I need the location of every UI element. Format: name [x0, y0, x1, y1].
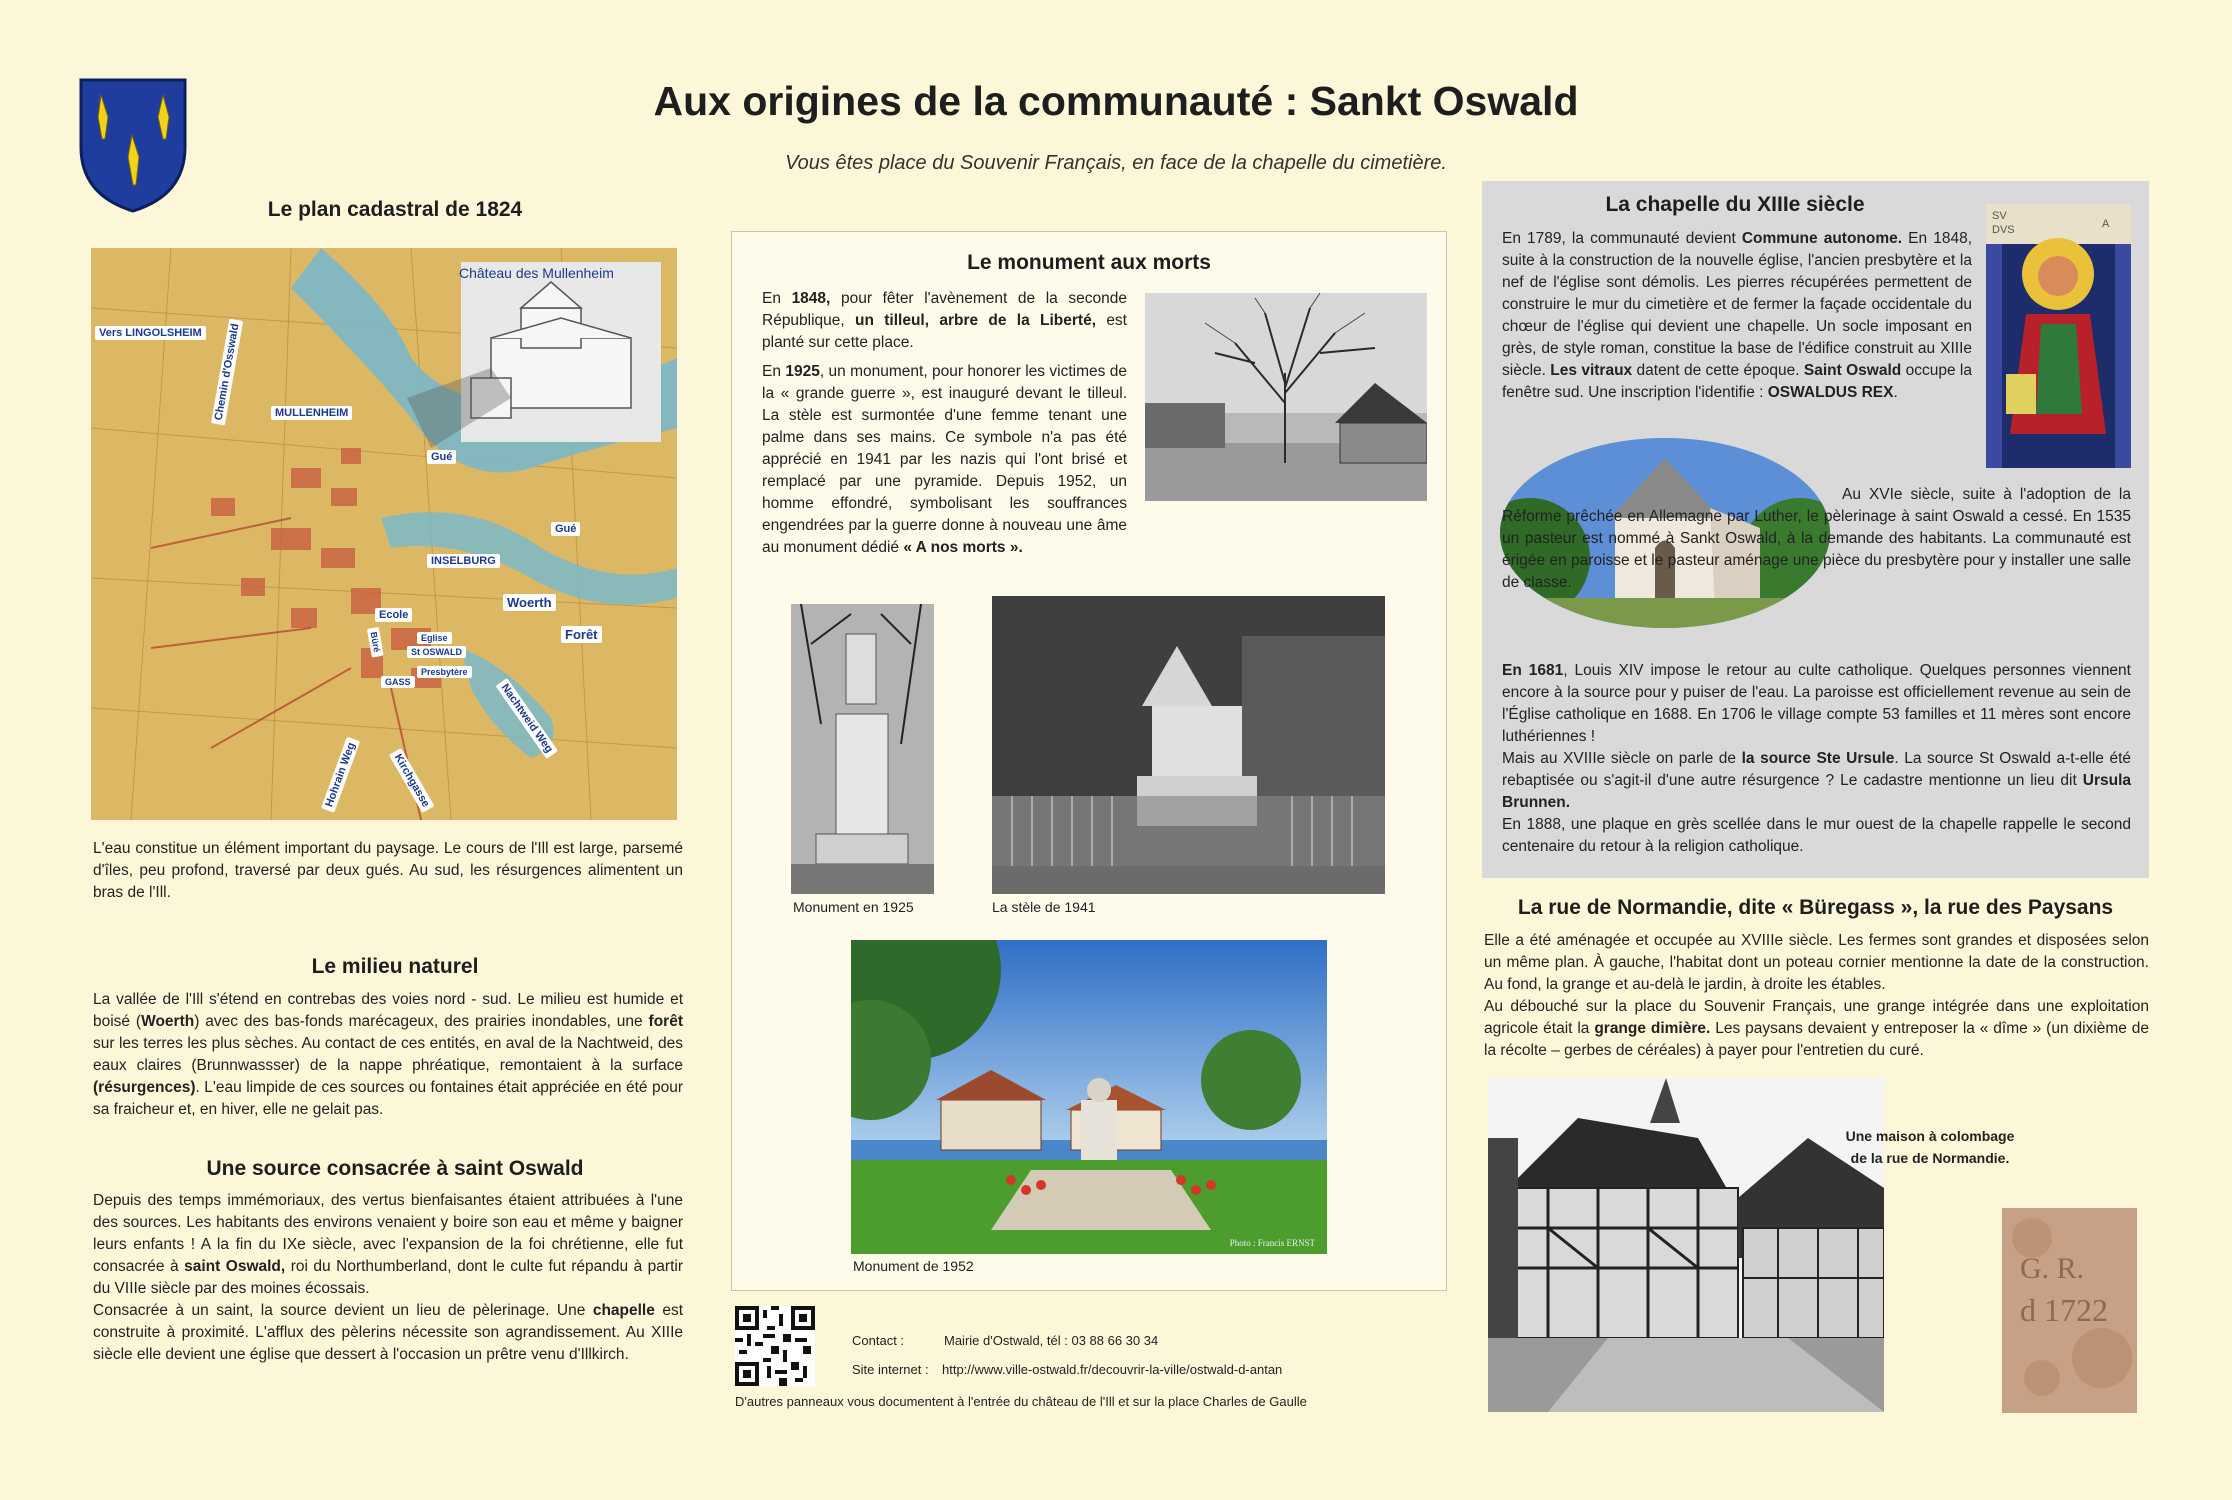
- map-label-nachtweid: Nachtweid Weg: [496, 678, 559, 759]
- map-label-kirchgasse: Kirchgasse: [389, 748, 435, 813]
- monument-1952-photo: [851, 940, 1327, 1254]
- map-label-chemin: Chemin d'Osswald: [211, 319, 243, 426]
- map-label-chateau: Château des Mullenheim: [459, 265, 614, 281]
- stone-text-1: G. R.: [2020, 1252, 2085, 1285]
- chapelle-text-3: En 1681, Louis XIV impose le retour au culte catholique. Quelques personnes viennent encore à la source pour y puiser de l'eau. La paroisse est officiellement revenue au sein de l'Église catholique en 1688. En 1706 le village compte 53 familles et 11 mères sont encore luthériennes ! Mais au XVIIIe siècle on parle de la source Ste Ursule. La source St Oswald a-t-elle été rebaptisée ou s'agit-il d'une autre résurgence ? Le cadastre mentionne un lieu dit Ursula Brunnen. En 1888, une plaque en grès scellée dans le mur ouest de la chapelle rappelle le second centenaire du retour à la religion catholique.: [1502, 662, 2131, 855]
- source-text: Depuis des temps immémoriaux, des vertus bienfaisantes étaient attribuées à l'une des sources. Les habitants des environs venaient y boire son eau et même y baigner leurs enfants ! A la fin du IXe siècle, avec l'expansion de la foi chrétienne, elle fut consacrée à saint Oswald, roi du Northumberland, dont le culte fut répandu à partir du VIIIe siècle par des moines écossais. Consacrée à un saint, la source devient un lieu de pèlerinage. Une chapelle est construite à proximité. L'afflux des pèlerins nécessite son agrandissement. Au XIIIe siècle elle devient une église que dessert à l'occasion un prêtre venu d'Illkirch.: [93, 1192, 684, 1363]
- cadastre-map: [91, 248, 677, 820]
- site-label: Site internet :: [852, 1362, 929, 1377]
- contact-value: Mairie d'Ostwald, tél : 03 88 66 30 34: [944, 1333, 1159, 1348]
- source-heading: Une source consacrée à saint Oswald: [206, 1157, 584, 1180]
- stone-text-2: d 1722: [2020, 1292, 2108, 1328]
- contact-label: Contact :: [852, 1333, 905, 1348]
- cadastre-heading: Le plan cadastral de 1824: [267, 198, 523, 221]
- map-label-gass: GASS: [381, 676, 415, 688]
- caption-1941: La stèle de 1941: [992, 899, 1096, 915]
- date-stone-photo: [2002, 1208, 2137, 1413]
- stained-glass-photo: [1986, 204, 2131, 468]
- tilleul-photo: [1145, 293, 1427, 501]
- map-label-st-oswald: St OSWALD: [407, 646, 466, 658]
- maison-caption-2: de la rue de Normandie.: [1850, 1150, 2010, 1166]
- site-link[interactable]: http://www.ville-ostwald.fr/decouvrir-la-ville/ostwald-d-antan: [942, 1362, 1283, 1377]
- map-label-woerth: Woerth: [503, 594, 556, 611]
- maison-caption-1: Une maison à colombage: [1845, 1128, 2015, 1144]
- monument-text: En 1848, pour fêter l'avènement de la seconde République, un tilleul, arbre de la Liberté, est planté sur cette place. En 1925, un monument, pour honorer les victimes de la « grande guerre », est inauguré devant le tilleul. La stèle est surmontée d'une femme tenant une palme dans ses mains. Ce symbole n'a pas été apprécié en 1941 par les nazis qui l'ont brisé et remplacé par une pyramide. Depuis 1952, un homme effondré, symbolisant les souffrances engendrées par la guerre donne à nouveau une âme au monument dédié « A nos morts ».: [762, 290, 1128, 556]
- stained-glass-text-1: SV: [1992, 210, 2007, 222]
- footer-note: D'autres panneaux vous documentent à l'entrée du château de l'Ill et sur la place Charles de Gaulle: [735, 1394, 1307, 1409]
- stained-glass-text-2: DVS: [1992, 224, 2015, 236]
- cadastre-text: L'eau constitue un élément important du paysage. Le cours de l'Ill est large, parsemé d'îles, peu profond, traversé par deux gués. Au sud, les résurgences alimentent un bras de l'Ill.: [93, 840, 683, 901]
- map-label-inselburg: INSELBURG: [427, 554, 500, 568]
- page-subtitle: Vous êtes place du Souvenir Français, en face de la chapelle du cimetière.: [785, 152, 1447, 174]
- chapelle-heading: La chapelle du XIIIe siècle: [1605, 193, 1865, 216]
- map-label-presbytere: Presbytère: [417, 666, 472, 678]
- map-label-lingolsheim: Vers LINGOLSHEIM: [95, 326, 206, 340]
- rue-text: Elle a été aménagée et occupée au XVIIIe siècle. Les fermes sont grandes et disposées selon un même plan. À gauche, l'habitat dont un poteau cornier mentionne la date de la construction. Au fond, la grange et au-delà le jardin, à droite les étables. Au débouché sur la place du Souvenir Français, une grange intégrée dans une exploitation agricole était la grange dimière. Les paysans devaient y entreposer la « dîme » (un dixième de la récolte – gerbes de céréales) à payer pour l'entretien du curé.: [1484, 932, 2149, 1059]
- map-label-bure: Büré: [367, 627, 384, 657]
- page-title: Aux origines de la communauté : Sankt Oswald: [653, 78, 1579, 124]
- map-label-mullenheim: MULLENHEIM: [271, 406, 352, 420]
- caption-1925: Monument en 1925: [793, 899, 914, 915]
- monument-1925-photo: [791, 604, 934, 894]
- chapelle-text-1: En 1789, la communauté devient Commune autonome. En 1848, suite à la construction de la nouvelle église, l'ancien presbytère et la nef de l'église sont démolis. Les pierres récupérées permettent de construire le mur du cimetière et de fermer la façade occidentale du chœur de l'église qui devient une chapelle. Un socle imposant en grès, de style roman, constitue la base de l'édifice construit au XIIIe siècle. Les vitraux datent de cette époque. Saint Oswald occupe la fenêtre sud. Une inscription l'identifie : OSWALDUS REX.: [1502, 230, 1972, 401]
- milieu-heading: Le milieu naturel: [311, 955, 479, 978]
- milieu-text: La vallée de l'Ill s'étend en contrebas des voies nord - sud. Le milieu est humide et boisé (Woerth) avec des bas-fonds marécageux, des prairies inondables, une forêt sur les terres les plus sèches. Au contact de ces entités, en aval de la Nachtweid, des eaux claires (Brunnwassser) de la nappe phréatique, remontaient à la surface (résurgences). L'eau limpide de ces sources ou fontaines était appréciée en été pour sa fraicheur et, en hiver, elle ne gelait pas.: [93, 991, 683, 1118]
- stained-glass-text-3: A: [2102, 218, 2110, 230]
- map-label-eglise: Eglise: [417, 632, 452, 644]
- monument-heading: Le monument aux morts: [967, 251, 1211, 274]
- photo-credit: Photo : Francis ERNST: [1229, 1238, 1315, 1248]
- chapelle-text-2: Au XVIe siècle, suite à l'adoption de la Réforme prêchée en Allemagne par Luther, le pèlerinage à saint Oswald a cessé. En 1535 un pasteur est nommé à Sankt Oswald, à la demande des habitants. La communauté est érigée en paroisse et le pasteur aménage une pièce du presbytère pour y installer une salle de classe.: [1502, 486, 2131, 591]
- map-label-gue1: Gué: [427, 450, 456, 464]
- stele-1941-photo: [992, 596, 1385, 894]
- maison-colombage-photo: [1488, 1078, 1884, 1412]
- map-label-hohrain: Hohrain Weg: [321, 737, 360, 813]
- map-label-gue2: Gué: [551, 522, 580, 536]
- caption-1952: Monument de 1952: [853, 1258, 974, 1274]
- rue-heading: La rue de Normandie, dite « Büregass », la rue des Paysans: [1517, 896, 2114, 919]
- map-label-ecole: Ecole: [375, 608, 412, 622]
- qr-code[interactable]: [735, 1306, 815, 1386]
- map-label-foret: Forêt: [561, 626, 602, 643]
